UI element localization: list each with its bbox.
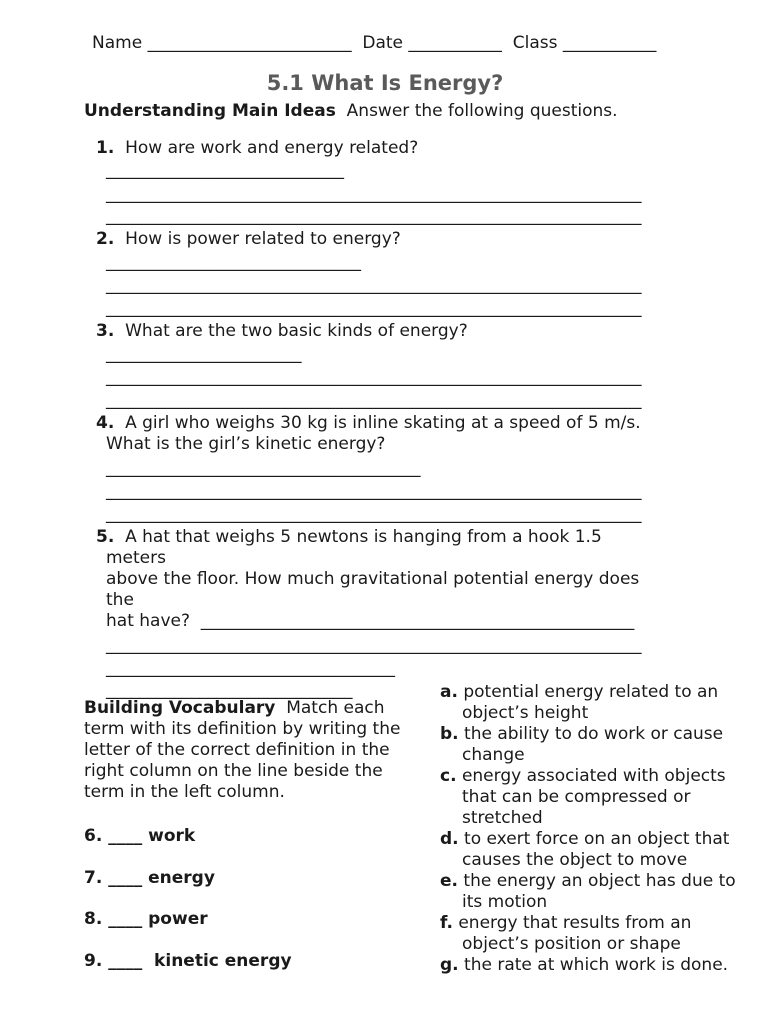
definition-text: potential energy related to an object’s height bbox=[462, 682, 719, 723]
definition-text: the energy an object has due to its motion bbox=[462, 871, 736, 912]
definition-text: to exert force on an object that causes the object to move bbox=[462, 829, 730, 870]
class-label: Class bbox=[512, 33, 558, 53]
definition-letter: g. bbox=[440, 955, 459, 975]
question-number: 4. bbox=[96, 413, 115, 433]
vocabulary-instructions bbox=[84, 698, 424, 803]
definition-e bbox=[440, 871, 740, 913]
answer-line: _____________________________ bbox=[106, 680, 353, 700]
name-label: Name bbox=[92, 33, 143, 53]
term-word: kinetic energy bbox=[148, 951, 292, 971]
term-word: energy bbox=[148, 868, 215, 888]
question-text: hat have? ___________________________________________________ bbox=[106, 611, 635, 631]
definition-letter: c. bbox=[440, 766, 457, 786]
answer-line: _______________________________________________________________ bbox=[106, 481, 642, 501]
question-3 bbox=[96, 321, 468, 342]
definition-text: the ability to do work or cause change bbox=[462, 724, 724, 765]
question-text: What is the girl’s kinetic energy? bbox=[106, 434, 386, 454]
answer-line: _______________________________________________________________ bbox=[106, 206, 642, 226]
definition-letter: d. bbox=[440, 829, 459, 849]
question-line bbox=[96, 229, 401, 250]
term-number: 9. bbox=[84, 951, 103, 971]
question-text: the bbox=[106, 590, 134, 610]
name-blank: ________________________ bbox=[147, 33, 352, 53]
question-text: meters bbox=[106, 548, 166, 568]
vocabulary-definitions bbox=[440, 682, 740, 976]
main-ideas-instruction: Answer the following questions. bbox=[346, 101, 618, 121]
answer-line: _______________________________________________________________ bbox=[106, 504, 642, 524]
definition-letter: f. bbox=[440, 913, 453, 933]
question-text: What are the two basic kinds of energy? bbox=[125, 321, 468, 341]
answer-line: _______________________________________________________________ bbox=[106, 184, 642, 204]
definition-c bbox=[440, 766, 740, 829]
class-blank: ___________ bbox=[562, 33, 657, 53]
answer-line: _______________________________________________________________ bbox=[106, 390, 642, 410]
question-5 bbox=[96, 527, 639, 632]
question-4 bbox=[96, 413, 641, 455]
definition-g bbox=[440, 955, 740, 976]
term-blank: ____ bbox=[108, 951, 143, 971]
question-number: 3. bbox=[96, 321, 115, 341]
definition-text: energy that results from an object’s position or shape bbox=[458, 913, 692, 954]
question-number: 2. bbox=[96, 229, 115, 249]
definition-d bbox=[440, 829, 740, 871]
question-number: 5. bbox=[96, 527, 115, 547]
vocabulary-heading: Building Vocabulary bbox=[84, 698, 276, 718]
question-text: How is power related to energy? bbox=[125, 229, 401, 249]
date-label: Date bbox=[362, 33, 404, 53]
question-2 bbox=[96, 229, 401, 250]
term-6 bbox=[84, 826, 195, 847]
answer-line: _______________________________________________________________ bbox=[106, 275, 642, 295]
answer-line: _____________________________________ bbox=[106, 458, 421, 478]
date-blank: ___________ bbox=[408, 33, 502, 53]
definition-b bbox=[440, 724, 740, 766]
answer-line: _______________________________________________________________ bbox=[106, 298, 642, 318]
answer-line: ____________________________ bbox=[106, 160, 344, 180]
answer-line: _______________________ bbox=[106, 344, 302, 364]
definition-a bbox=[440, 682, 740, 724]
term-number: 8. bbox=[84, 909, 103, 929]
term-9 bbox=[84, 951, 292, 972]
term-blank: ____ bbox=[108, 826, 143, 846]
main-ideas-title: Understanding Main Ideas bbox=[84, 101, 336, 121]
question-text: above the floor. How much gravitational potential energy does bbox=[106, 569, 640, 589]
question-line bbox=[96, 321, 468, 342]
question-1 bbox=[96, 138, 418, 159]
definition-letter: e. bbox=[440, 871, 458, 891]
question-text: A girl who weighs 30 kg is inline skating at a speed of 5 m/s. bbox=[125, 413, 641, 433]
definition-letter: a. bbox=[440, 682, 458, 702]
term-word: work bbox=[148, 826, 196, 846]
term-number: 7. bbox=[84, 868, 103, 888]
page-title: 5.1 What Is Energy? bbox=[266, 71, 504, 95]
student-info-row bbox=[92, 32, 656, 54]
term-blank: ____ bbox=[108, 868, 143, 888]
term-word: power bbox=[148, 909, 208, 929]
question-line bbox=[96, 138, 418, 159]
answer-line: _______________________________________________________________ bbox=[106, 635, 642, 655]
definition-letter: b. bbox=[440, 724, 459, 744]
term-7 bbox=[84, 868, 215, 889]
main-ideas-heading bbox=[84, 100, 618, 122]
answer-line: __________________________________ bbox=[106, 658, 395, 678]
term-number: 6. bbox=[84, 826, 103, 846]
question-line bbox=[96, 527, 639, 548]
definition-f bbox=[440, 913, 740, 955]
definition-text: energy associated with objects that can be compressed or stretched bbox=[461, 766, 726, 828]
vocabulary-instruction: Match each term with its definition by writing the letter of the correct definition in the right column on the line beside the term in the left column. bbox=[84, 698, 401, 802]
term-8 bbox=[84, 909, 208, 930]
definition-text: the rate at which work is done. bbox=[464, 955, 729, 975]
answer-line: ______________________________ bbox=[106, 252, 361, 272]
answer-line: _______________________________________________________________ bbox=[106, 367, 642, 387]
question-number: 1. bbox=[96, 138, 115, 158]
question-text: A hat that weighs 5 newtons is hanging from a hook 1.5 bbox=[125, 527, 602, 547]
term-blank: ____ bbox=[108, 909, 143, 929]
question-text: How are work and energy related? bbox=[125, 138, 419, 158]
question-line bbox=[96, 413, 641, 434]
